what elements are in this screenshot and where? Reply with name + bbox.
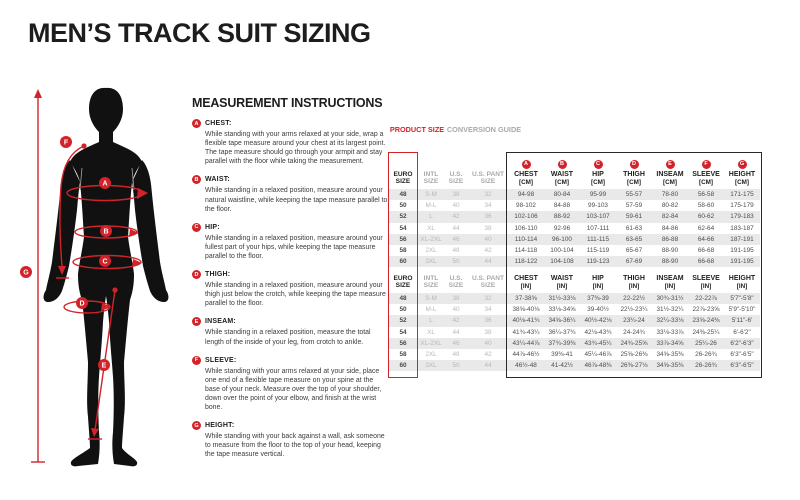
table-cell: XL: [427, 224, 435, 232]
size-column-header: U.S. PANT SIZE: [471, 274, 505, 290]
instruction-item: [192, 223, 390, 261]
table-cell: 46: [452, 339, 460, 347]
table-cell: 40: [452, 202, 460, 210]
table-cell: 36: [484, 213, 492, 221]
table-cell: 6'2"-6'3": [730, 339, 754, 347]
table-cell: 26-26¾: [695, 362, 717, 370]
table-cell: 44: [452, 328, 460, 336]
column-name: HIP: [592, 274, 604, 282]
table-cell: 38: [452, 191, 460, 199]
table-cell: 95-99: [589, 191, 607, 199]
table-cell: 98-102: [516, 202, 536, 210]
table-cell: 2XL: [425, 351, 437, 359]
letter-badge: E: [192, 317, 201, 326]
table-cell: 88-90: [661, 247, 679, 255]
instruction-head: [192, 223, 390, 232]
table-cell: 41¾-43¼: [512, 328, 540, 336]
measure-column-header: [652, 275, 688, 293]
cm-table-header: [388, 152, 760, 189]
measure-column-header: [652, 160, 688, 189]
table-cell: 82-84: [661, 213, 679, 221]
figure-letter-f: F: [63, 139, 69, 147]
table-cell: 38⅝-40⅛: [512, 306, 540, 314]
table-cell: 67-69: [625, 258, 643, 266]
table-cell: 41-42½: [551, 362, 573, 370]
table-cell: 46½-48: [515, 362, 537, 370]
column-unit: [IN]: [628, 282, 640, 290]
table-cell: 183-187: [730, 224, 754, 232]
instruction-label: INSEAM:: [205, 318, 236, 326]
table-cell: 6'-6'2": [733, 328, 751, 336]
column-unit: [IN]: [556, 282, 568, 290]
table-cell: 60: [399, 258, 407, 266]
cm-table-rows: [388, 189, 760, 267]
table-cell: 66-68: [697, 247, 715, 255]
measure-column-header: [724, 160, 760, 189]
instruction-item: [192, 175, 390, 213]
table-cell: L: [429, 213, 433, 221]
table-cell: 96-100: [552, 235, 572, 243]
instruction-label: CHEST:: [205, 120, 232, 127]
table-cell: 52: [399, 213, 407, 221]
table-cell: 179-183: [730, 213, 754, 221]
column-name: INSEAM: [656, 274, 684, 282]
figure-letter-c: C: [102, 258, 108, 266]
table-cell: 46⅞-48⅜: [584, 362, 612, 370]
table-cell: 24⅜-25¼: [692, 328, 720, 336]
table-cell: 56-58: [697, 191, 715, 199]
table-cell: 22⅞-23⅝: [692, 306, 720, 314]
table-cell: 62-64: [697, 224, 715, 232]
table-cell: 60-62: [697, 213, 715, 221]
table-cell: 111-115: [586, 235, 610, 243]
instruction-head: [192, 356, 390, 365]
table-cell: 42: [484, 247, 492, 255]
in-table-header: [388, 270, 760, 293]
instructions-list: [192, 119, 390, 460]
column-unit: [CM]: [519, 178, 533, 186]
table-cell: 58: [399, 351, 407, 359]
table-cell: 44: [484, 258, 492, 266]
instruction-head: [192, 175, 390, 184]
table-cell: 37⅜-39: [587, 295, 609, 303]
table-cell: 106-110: [514, 224, 538, 232]
table-cell: 57-59: [625, 202, 643, 210]
table-cell: 84-86: [661, 224, 679, 232]
letter-badge: A: [192, 119, 201, 128]
table-cell: 48: [452, 351, 460, 359]
table-row: [388, 360, 760, 371]
conversion-guide-label: CONVERSION GUIDE: [446, 125, 522, 134]
table-cell: 2XL: [425, 247, 437, 255]
letter-badge: B: [192, 175, 201, 184]
table-cell: XL-2XL: [420, 339, 442, 347]
measure-column-header: [544, 160, 580, 189]
instruction-head: [192, 421, 390, 430]
table-cell: 78-80: [661, 191, 679, 199]
table-cell: 40½-42⅛: [584, 317, 612, 325]
instruction-text: While standing in a relaxed position, measure around your natural waistline, while keeping the tape measure parallel to the floor.: [205, 187, 388, 213]
table-cell: 23¼-24: [623, 317, 645, 325]
table-cell: 5'9"-5'10": [728, 306, 756, 314]
size-column-header: U.S. SIZE: [448, 170, 464, 186]
instruction-head: [192, 317, 390, 326]
table-cell: 60: [399, 362, 407, 370]
table-cell: 175-179: [730, 202, 754, 210]
table-cell: 34⅝-36¼: [548, 317, 576, 325]
table-cell: 191-195: [730, 258, 754, 266]
table-cell: 38: [452, 295, 460, 303]
measure-column-header: [688, 275, 724, 293]
column-name: HIP: [592, 170, 604, 178]
table-cell: 30¾-31½: [656, 295, 684, 303]
letter-badge: B: [558, 160, 567, 169]
table-cell: 5'7"-5'8": [730, 295, 754, 303]
column-name: WAIST: [550, 274, 574, 282]
table-row: [388, 223, 760, 234]
table-cell: 40: [484, 235, 492, 243]
table-cell: 33⅞-34⅝: [656, 339, 684, 347]
size-column-header: U.S. SIZE: [448, 274, 464, 290]
column-name: WAIST: [550, 170, 574, 178]
table-cell: 26⅜-27⅛: [620, 362, 648, 370]
table-cell: 24-24¾: [623, 328, 645, 336]
column-unit: [IN]: [700, 282, 712, 290]
table-cell: 3XL: [425, 258, 437, 266]
table-cell: 36¼-37¾: [548, 328, 576, 336]
table-row: [388, 256, 760, 267]
column-unit: [CM]: [735, 178, 749, 186]
table-cell: 50: [399, 306, 407, 314]
table-cell: 110-114: [514, 235, 538, 243]
table-cell: S-M: [425, 295, 437, 303]
table-cell: 46: [452, 235, 460, 243]
table-cell: 40: [452, 306, 460, 314]
letter-badge: E: [666, 160, 675, 169]
size-table: [388, 126, 764, 384]
letter-badge: C: [192, 223, 201, 232]
table-cell: 54: [399, 328, 407, 336]
letter-badge: F: [192, 356, 201, 365]
table-cell: 22-22⅞: [695, 295, 717, 303]
table-cell: 42: [484, 351, 492, 359]
column-unit: [IN]: [520, 282, 532, 290]
instructions-heading: MEASUREMENT INSTRUCTIONS: [192, 96, 383, 110]
table-cell: 94-98: [517, 191, 535, 199]
size-column-header: EURO SIZE: [393, 170, 413, 186]
instruction-item: [192, 421, 390, 459]
table-cell: 64-66: [697, 235, 715, 243]
table-cell: M-L: [425, 306, 437, 314]
measure-column-header: [508, 160, 544, 189]
size-column-header: INTL SIZE: [423, 274, 439, 290]
table-cell: 25¼-26: [695, 339, 717, 347]
table-cell: 34: [484, 306, 492, 314]
table-cell: 171-175: [730, 191, 754, 199]
measure-column-header: [544, 275, 580, 293]
table-row: [388, 245, 760, 256]
column-name: THIGH: [623, 274, 645, 282]
table-cell: L: [429, 317, 433, 325]
table-cell: 31½-33⅛: [548, 295, 576, 303]
instruction-label: THIGH:: [205, 271, 231, 279]
instruction-label: HIP:: [205, 223, 220, 231]
figure-letter-g: G: [23, 269, 29, 277]
instruction-text: While standing in a relaxed position, measure the total length of the inside of your leg, from crotch to ankle.: [205, 329, 371, 346]
instruction-label: WAIST:: [205, 176, 230, 184]
table-cell: 100-104: [550, 247, 574, 255]
column-name: SLEEVE: [692, 170, 720, 178]
table-cell: 43¼-44⅞: [512, 339, 540, 347]
table-cell: 58: [399, 247, 407, 255]
table-cell: 56: [399, 235, 407, 243]
figure-letter-b: B: [103, 228, 109, 236]
table-row: [388, 338, 760, 349]
instruction-item: [192, 317, 390, 346]
table-cell: 43¾-45¼: [584, 339, 612, 347]
column-name: THIGH: [623, 170, 645, 178]
column-name: HEIGHT: [728, 170, 756, 178]
table-cell: 50: [452, 362, 460, 370]
table-cell: 56: [399, 339, 407, 347]
table-cell: 32: [484, 295, 492, 303]
table-cell: 102-106: [514, 213, 538, 221]
table-cell: 5'11"-6': [731, 317, 753, 325]
table-cell: 187-191: [730, 235, 754, 243]
measure-column-header: [616, 275, 652, 293]
table-cell: 92-96: [553, 224, 571, 232]
column-unit: [CM]: [591, 178, 605, 186]
table-cell: 99-103: [588, 202, 608, 210]
table-cell: 34: [484, 202, 492, 210]
table-cell: 66-68: [697, 258, 715, 266]
product-size-label: PRODUCT SIZE: [389, 125, 445, 134]
table-cell: 54: [399, 224, 407, 232]
table-cell: 61-63: [625, 224, 643, 232]
body-measurement-figure: [18, 82, 190, 474]
table-cell: 45¼-46⅞: [584, 351, 612, 359]
table-cell: 44: [452, 224, 460, 232]
table-cell: 42: [452, 317, 460, 325]
table-cell: 86-88: [661, 235, 679, 243]
table-cell: 44: [484, 362, 492, 370]
table-cell: 39-40½: [587, 306, 609, 314]
table-cell: 50: [452, 258, 460, 266]
letter-badge: D: [630, 160, 639, 169]
table-row: [388, 200, 760, 211]
table-cell: 44⅞-46½: [512, 351, 540, 359]
table-cell: 38: [484, 328, 492, 336]
instruction-text: While standing with your back against a wall, ask someone to measure from the floor to the top of your head, keeping the tape measure vertical.: [205, 433, 385, 459]
column-unit: [IN]: [664, 282, 676, 290]
table-cell: 39⅜-41: [551, 351, 573, 359]
instruction-item: [192, 119, 390, 166]
column-name: CHEST: [514, 170, 538, 178]
table-cell: 52: [399, 317, 407, 325]
table-cell: 115-119: [586, 247, 610, 255]
instruction-head: [192, 270, 390, 279]
table-cell: 22½-23¼: [620, 306, 648, 314]
table-cell: 118-122: [514, 258, 538, 266]
column-unit: [CM]: [555, 178, 569, 186]
table-cell: 84-88: [553, 202, 571, 210]
instruction-head: [192, 119, 390, 128]
table-cell: 191-195: [730, 247, 754, 255]
column-name: CHEST: [514, 274, 538, 282]
table-cell: 36: [484, 317, 492, 325]
measurement-instructions: [192, 96, 390, 460]
table-row: [388, 234, 760, 245]
letter-badge: F: [702, 160, 711, 169]
table-row: [388, 293, 760, 304]
in-table-rows: [388, 293, 760, 371]
column-name: HEIGHT: [728, 274, 756, 282]
table-cell: 3XL: [425, 362, 437, 370]
instruction-item: [192, 356, 390, 413]
size-column-header: EURO SIZE: [393, 274, 413, 290]
instruction-text: While standing in a relaxed position, measure around your fullest part of your hips, while keeping the tape measure parallel to the floor.: [205, 234, 383, 260]
table-cell: M-L: [425, 202, 437, 210]
measure-column-header: [724, 275, 760, 293]
column-unit: [CM]: [699, 178, 713, 186]
measure-column-header: [616, 160, 652, 189]
table-cell: 65-67: [625, 247, 643, 255]
measure-column-header: [688, 160, 724, 189]
table-cell: 42: [452, 213, 460, 221]
table-row: [388, 349, 760, 360]
instruction-text: While standing with your arms relaxed at your side, wrap a flexible tape measure around your chest at its largest point. The tape measure should go through your armpit and stay parallel with the floor while taking the measurement.: [205, 131, 386, 166]
table-cell: 50: [399, 202, 407, 210]
size-column-header: INTL SIZE: [423, 170, 439, 186]
table-cell: 55-57: [625, 191, 643, 199]
column-name: INSEAM: [656, 170, 684, 178]
page-title: MEN’S TRACK SUIT SIZING: [28, 18, 371, 48]
instruction-label: HEIGHT:: [205, 422, 235, 430]
table-cell: 6'3"-6'5": [730, 351, 754, 359]
letter-badge: A: [522, 160, 531, 169]
table-cell: 119-123: [586, 258, 610, 266]
instruction-text: While standing in a relaxed position, measure around your thigh just below the crotch, while keeping the tape measure parallel to the floor.: [205, 282, 386, 308]
column-name: SLEEVE: [692, 274, 720, 282]
table-cell: 40⅛-41¾: [512, 317, 540, 325]
instruction-item: [192, 270, 390, 308]
table-cell: 40: [484, 339, 492, 347]
body-silhouette-diagram: [18, 82, 190, 474]
table-cell: S-M: [425, 191, 437, 199]
letter-badge: G: [192, 421, 201, 430]
measure-column-header: [580, 160, 616, 189]
table-cell: 88-90: [661, 258, 679, 266]
table-cell: 33⅛-34⅝: [548, 306, 576, 314]
table-cell: 38: [484, 224, 492, 232]
table-cell: 37-38⅝: [515, 295, 537, 303]
table-cell: 6'3"-6'5": [730, 362, 754, 370]
table-cell: XL: [427, 328, 435, 336]
letter-badge: C: [594, 160, 603, 169]
table-cell: 32¼-33⅛: [656, 317, 684, 325]
table-row: [388, 315, 760, 326]
table-cell: 80-82: [661, 202, 679, 210]
table-row: [388, 327, 760, 338]
letter-badge: D: [192, 270, 201, 279]
table-cell: 23⅝-24⅜: [692, 317, 720, 325]
table-cell: 34⅝-35⅜: [656, 351, 684, 359]
table-cell: 80-84: [553, 191, 571, 199]
table-cell: 22-22½: [623, 295, 645, 303]
table-cell: 88-92: [553, 213, 571, 221]
table-cell: 25⅝-26⅜: [620, 351, 648, 359]
table-cell: 103-107: [586, 213, 610, 221]
instruction-label: SLEEVE:: [205, 356, 237, 364]
table-row: [388, 211, 760, 222]
table-cell: 59-61: [625, 213, 643, 221]
table-cell: 26-26¾: [695, 351, 717, 359]
table-cell: 31½-32¼: [656, 306, 684, 314]
table-cell: 48: [399, 295, 407, 303]
table-cell: 48: [399, 191, 407, 199]
table-cell: 114-118: [514, 247, 538, 255]
table-cell: 104-108: [550, 258, 574, 266]
column-unit: [IN]: [736, 282, 748, 290]
letter-badge: G: [738, 160, 747, 169]
table-cell: 24¾-25⅝: [620, 339, 648, 347]
column-unit: [CM]: [627, 178, 641, 186]
table-cell: 42⅛-43¾: [584, 328, 612, 336]
figure-letter-d: D: [79, 300, 85, 308]
table-cell: 107-111: [586, 224, 610, 232]
table-cell: XL-2XL: [420, 235, 442, 243]
measure-column-header: [508, 275, 544, 293]
table-cell: 37¾-39⅜: [548, 339, 576, 347]
column-unit: [CM]: [663, 178, 677, 186]
table-cell: 58-60: [697, 202, 715, 210]
instruction-text: While standing with your arms relaxed at your side, place one end of a flexible tape measure on your spine at the base of your neck. Measure over the top of your shoulder, down over the point of your elbow, and finish at the wrist bone.: [205, 367, 382, 412]
table-row: [388, 189, 760, 200]
figure-letter-e: E: [101, 362, 107, 370]
column-unit: [IN]: [592, 282, 604, 290]
size-column-header: U.S. PANT SIZE: [471, 170, 505, 186]
table-cell: 48: [452, 247, 460, 255]
table-cell: 32: [484, 191, 492, 199]
table-cell: 34⅝-35⅜: [656, 362, 684, 370]
table-row: [388, 304, 760, 315]
figure-letter-a: A: [102, 180, 108, 188]
table-cell: 63-65: [625, 235, 643, 243]
table-cell: 33⅛-33⅞: [656, 328, 684, 336]
measure-column-header: [580, 275, 616, 293]
